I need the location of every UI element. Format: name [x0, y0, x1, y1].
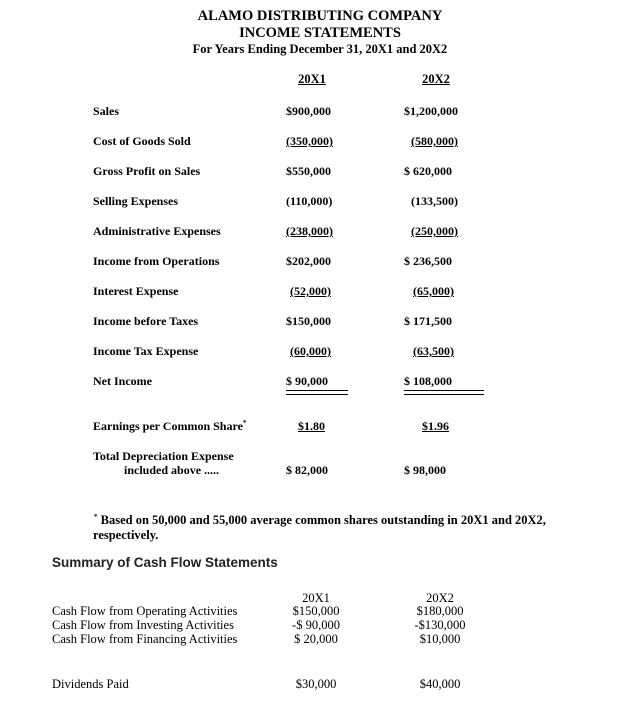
- value-income-before-taxes-20x1: $150,000: [286, 314, 331, 328]
- value-depreciation-20x2: $ 98,000: [404, 463, 446, 477]
- value-income-operations-20x2: $ 236,500: [404, 254, 452, 268]
- value-interest-expense-20x1: (52,000): [290, 284, 331, 298]
- row-label-cogs: Cost of Goods Sold: [93, 134, 191, 148]
- dividends-20x1: $30,000: [295, 677, 337, 691]
- row-label-income-tax: Income Tax Expense: [93, 344, 199, 358]
- row-label-sales: Sales: [93, 104, 120, 118]
- cashflow-financing-20x2: $10,000: [419, 632, 461, 646]
- footnote-line2: respectively.: [93, 528, 159, 542]
- cashflow-label-financing: Cash Flow from Financing Activities: [52, 632, 238, 646]
- statement-title: INCOME STATEMENTS: [239, 25, 401, 41]
- row-label-net-income: Net Income: [93, 374, 152, 388]
- cashflow-column-header-20x2: 20X2: [426, 591, 454, 605]
- value-gross-profit-20x2: $ 620,000: [404, 164, 452, 178]
- statement-period: For Years Ending December 31, 20X1 and 20X2: [192, 42, 448, 56]
- row-label-interest-expense: Interest Expense: [93, 284, 179, 298]
- value-depreciation-20x1: $ 82,000: [286, 463, 328, 477]
- value-net-income-20x2: $ 108,000: [404, 374, 452, 388]
- row-label-selling-expenses: Selling Expenses: [93, 194, 179, 208]
- cashflow-label-operating: Cash Flow from Operating Activities: [52, 604, 238, 618]
- row-label-gross-profit: Gross Profit on Sales: [93, 164, 201, 178]
- footnote-line1: [94, 513, 546, 528]
- value-income-before-taxes-20x2: $ 171,500: [404, 314, 452, 328]
- row-label-income-before-taxes: Income before Taxes: [93, 314, 199, 328]
- value-admin-expenses-20x2: (250,000): [411, 224, 458, 238]
- value-cogs-20x2: (580,000): [411, 134, 458, 148]
- row-label-depreciation-line1: Total Depreciation Expense: [93, 449, 234, 463]
- cashflow-investing-20x1: -$ 90,000: [292, 618, 340, 632]
- double-underline-net-income-20x1: [286, 390, 348, 395]
- row-label-admin-expenses: Administrative Expenses: [93, 224, 221, 238]
- row-label-eps: [93, 419, 246, 434]
- value-selling-expenses-20x1: (110,000): [286, 194, 333, 208]
- dividends-20x2: $40,000: [419, 677, 461, 691]
- cashflow-label-investing: Cash Flow from Investing Activities: [52, 618, 234, 632]
- value-admin-expenses-20x1: (238,000): [286, 224, 333, 238]
- column-header-20x2: 20X2: [422, 72, 450, 86]
- cashflow-column-header-20x1: 20X1: [302, 591, 330, 605]
- column-header-20x1: 20X1: [298, 72, 326, 86]
- value-income-tax-20x1: (60,000): [290, 344, 331, 358]
- value-gross-profit-20x1: $550,000: [286, 164, 331, 178]
- cashflow-section-title: Summary of Cash Flow Statements: [52, 555, 278, 570]
- value-income-operations-20x1: $202,000: [286, 254, 331, 268]
- footnote-marker: *: [94, 513, 98, 521]
- dividends-label: Dividends Paid: [52, 677, 129, 691]
- row-label-depreciation-line2: included above .....: [124, 463, 220, 477]
- cashflow-operating-20x2: $180,000: [416, 604, 464, 618]
- cashflow-investing-20x2: -$130,000: [414, 618, 466, 632]
- value-sales-20x2: $1,200,000: [404, 104, 458, 118]
- value-interest-expense-20x2: (65,000): [413, 284, 454, 298]
- value-income-tax-20x2: (63,500): [413, 344, 454, 358]
- cashflow-financing-20x1: $ 20,000: [294, 632, 338, 646]
- value-net-income-20x1: $ 90,000: [286, 374, 328, 388]
- eps-footnote-marker: *: [242, 419, 247, 427]
- eps-label-text: Earnings per Common Share: [93, 419, 243, 433]
- value-sales-20x1: $900,000: [286, 104, 331, 118]
- cashflow-operating-20x1: $150,000: [292, 604, 340, 618]
- value-cogs-20x1: (350,000): [286, 134, 333, 148]
- company-name: ALAMO DISTRIBUTING COMPANY: [197, 8, 443, 24]
- row-label-income-operations: Income from Operations: [93, 254, 220, 268]
- value-eps-20x2: $1.96: [422, 419, 449, 433]
- footnote-text-line1: Based on 50,000 and 55,000 average common shares outstanding in 20X1 and 20X2,: [100, 513, 546, 528]
- double-underline-net-income-20x2: [404, 390, 484, 395]
- value-selling-expenses-20x2: (133,500): [411, 194, 458, 208]
- value-eps-20x1: $1.80: [298, 419, 325, 433]
